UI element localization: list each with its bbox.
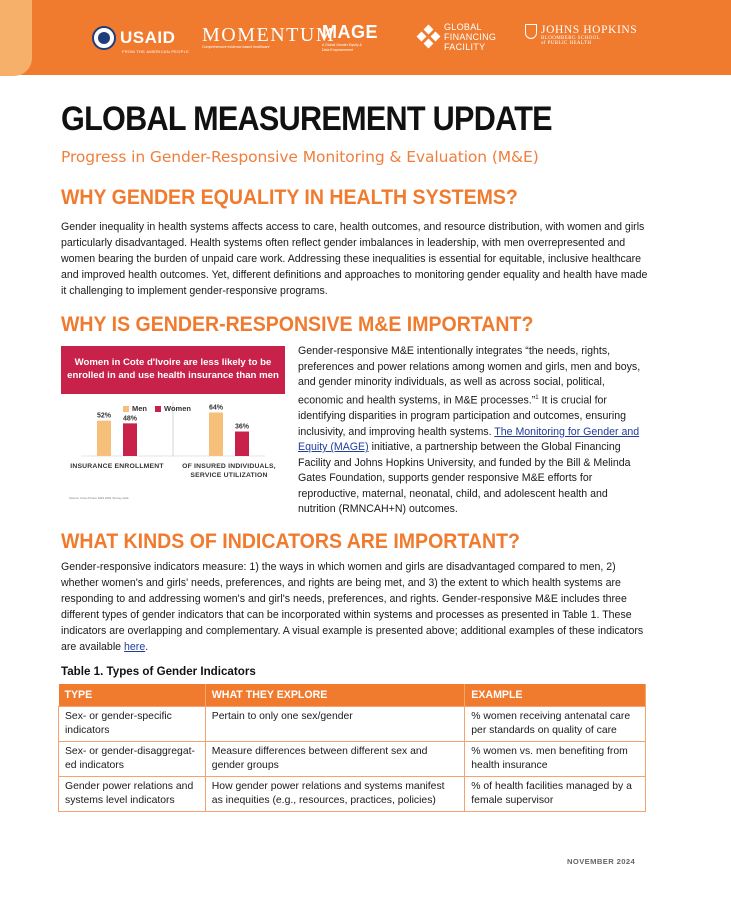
bar-men-2 bbox=[209, 412, 223, 456]
section-heading-indicators: WHAT KINDS OF INDICATORS ARE IMPORTANT? bbox=[61, 530, 520, 553]
legend-men-swatch bbox=[123, 406, 129, 412]
mage-logo bbox=[322, 22, 378, 53]
bar-men-1 bbox=[97, 421, 111, 456]
momentum-logo bbox=[202, 24, 335, 49]
table-cell: % of health facilities managed by a female supervisor bbox=[465, 777, 646, 812]
section-heading-why-gender: WHY GENDER EQUALITY IN HEALTH SYSTEMS? bbox=[61, 186, 518, 209]
jh-wordmark: JOHNS HOPKINS bbox=[541, 24, 638, 36]
jh-tagline-1: BLOOMBERG SCHOOL bbox=[541, 36, 601, 41]
momentum-tagline: Comprehensive evidence-based healthcare bbox=[202, 45, 270, 49]
jh-shield-icon bbox=[525, 24, 537, 39]
bar-value-label: 48% bbox=[122, 415, 138, 423]
why-me-text-1: Gender-responsive M&E intentionally integrates “the needs, rights, preferences and power relations among women and girls, men and boys, and gender minority individuals, as well as across social, political, economic and health systems, in M&E processes.” bbox=[298, 345, 641, 407]
chart-title: Women in Cote d'Ivoire are less likely to be enrolled in and use health insurance than men bbox=[61, 346, 285, 394]
legend-women bbox=[155, 404, 191, 413]
table-cell: Sex- or gender-disaggregat-ed indicators bbox=[59, 742, 206, 777]
category-label-utilization-2: SERVICE UTILIZATION bbox=[190, 472, 268, 479]
section-body-why-gender: Gender inequality in health systems affects access to care, health outcomes, and resource distribution, with women and girls particularly disadvantaged. Health systems often reflect gender imbalances in leadership, with men overrepresented and women bearing the burden of unpaid care work. Addressing these inequalities is essential for equitable, inclusive healthcare and improved health outcomes. Yet, different definitions and approaches to monitoring gender equality and health have made it challenging to implement gender-responsive programs. bbox=[61, 221, 648, 297]
mage-tagline-1: A Global Gender Equity & bbox=[322, 43, 362, 47]
chart-source: Source: Cote d'Ivoire DHS 2021 Survey data bbox=[69, 496, 129, 500]
table-header-explore: WHAT THEY EXPLORE bbox=[205, 684, 464, 707]
why-me-text-2: It is crucial for identifying disparities in program participation and outcomes, ensuring inclusivity, and improving health systems. bbox=[298, 394, 626, 438]
legend-men-label: Men bbox=[132, 404, 147, 413]
section-body-indicators bbox=[61, 559, 651, 655]
table-cell: % women vs. men benefiting from health insurance bbox=[465, 742, 646, 777]
gff-word-2: FINANCING bbox=[444, 32, 497, 42]
usaid-tagline: FROM THE AMERICAN PEOPLE bbox=[122, 49, 190, 54]
johns-hopkins-logo bbox=[525, 24, 637, 46]
table-row bbox=[59, 742, 646, 777]
bar-women-2 bbox=[235, 432, 249, 456]
bar-value-label: 64% bbox=[208, 404, 224, 412]
table-header-type: TYPE bbox=[59, 684, 206, 707]
table-cell: How gender power relations and systems manifest as inequities (e.g., resources, practices, policies) bbox=[205, 777, 464, 812]
usaid-logo bbox=[92, 26, 190, 54]
table-cell: Sex- or gender-specific indicators bbox=[59, 707, 206, 742]
indicators-text: Gender-responsive indicators measure: 1) the ways in which women and girls are disadvantaged compared to men, 2) whether women's and girls' needs, preferences, and rights are being met, and 3) the extent to which health systems are responding to and addressing women's and girl's needs, preferences, and rights. Gender-responsive M&E includes three different types of gender indicators that can be incorporated within systems and processes as presented in Table 1. These indicators are overlapping and complementary. A visual example is presented above; additional examples of these indicators are available bbox=[61, 561, 644, 653]
mage-initiative-link[interactable]: The Monitoring for Gender and Equity (MAGE) bbox=[298, 425, 640, 454]
page-subtitle: Progress in Gender-Responsive Monitoring & Evaluation (M&E) bbox=[61, 148, 539, 166]
legend-women-label: Women bbox=[164, 404, 191, 413]
footnote-marker: 1 bbox=[535, 394, 539, 401]
footer-date: NOVEMBER 2024 bbox=[567, 857, 636, 866]
mage-tagline-2: Data Empowerment bbox=[322, 48, 353, 52]
table-header-row bbox=[59, 684, 646, 707]
table-cell: Gender power relations and systems level indicators bbox=[59, 777, 206, 812]
table-header-example: EXAMPLE bbox=[465, 684, 646, 707]
momentum-wordmark: MOMENTUM bbox=[202, 24, 336, 46]
indicator-examples-link[interactable]: here bbox=[124, 641, 146, 653]
legend-women-swatch bbox=[155, 406, 161, 412]
table-cell: Measure differences between different sex and gender groups bbox=[205, 742, 464, 777]
gender-indicators-table bbox=[58, 684, 646, 812]
table-cell: Pertain to only one sex/gender bbox=[205, 707, 464, 742]
gff-logo bbox=[418, 22, 496, 52]
gff-word-3: FACILITY bbox=[444, 42, 486, 52]
gff-diamond-icon bbox=[418, 26, 440, 48]
table-caption: Table 1. Types of Gender Indicators bbox=[61, 665, 256, 678]
table-row bbox=[59, 777, 646, 812]
mage-wordmark: MAGE bbox=[322, 22, 378, 42]
category-label-enrollment: INSURANCE ENROLLMENT bbox=[70, 463, 164, 470]
table-row bbox=[59, 707, 646, 742]
usaid-seal-icon bbox=[92, 26, 116, 50]
section-body-why-me bbox=[298, 344, 648, 518]
bar-value-label: 52% bbox=[96, 412, 112, 420]
header-tab bbox=[0, 0, 32, 76]
bar-women-1 bbox=[123, 423, 137, 456]
category-label-utilization-1: OF INSURED INDIVIDUALS, bbox=[182, 463, 276, 470]
gff-word-1: GLOBAL bbox=[444, 22, 482, 32]
insurance-chart bbox=[61, 346, 285, 506]
jh-tagline-2: of PUBLIC HEALTH bbox=[541, 41, 592, 46]
usaid-wordmark: USAID bbox=[120, 28, 176, 47]
legend-men bbox=[123, 404, 147, 413]
why-me-text-3: initiative, a partnership between the Global Financing Facility and Johns Hopkins University, and funded by the Bill & Melinda Gates Foundation, supports gender responsive M&E efforts for reproductive, maternal, neonatal, child, and adolescent health and nutrition (RMNCAH+N) outcomes. bbox=[298, 441, 631, 516]
table-cell: % women receiving antenatal care per standards on quality of care bbox=[465, 707, 646, 742]
category-label-utilization bbox=[173, 462, 285, 480]
indicators-text-end: . bbox=[145, 641, 149, 653]
section-heading-why-me: WHY IS GENDER-RESPONSIVE M&E IMPORTANT? bbox=[61, 313, 534, 336]
bar-value-label: 36% bbox=[234, 423, 250, 431]
page-title: GLOBAL MEASUREMENT UPDATE bbox=[61, 100, 552, 138]
